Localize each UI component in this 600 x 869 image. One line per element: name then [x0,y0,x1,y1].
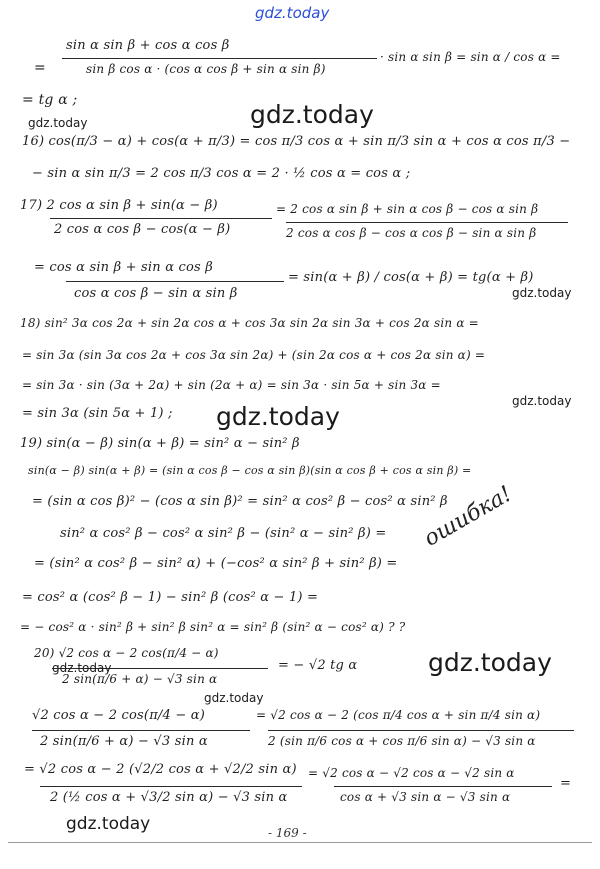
equals-sign: = [34,60,46,76]
result-line: = tg α ; [22,92,78,108]
task-17-rhs-numerator: = 2 cos α sin β + sin α cos β − cos α sin β [276,202,539,216]
task-20-target: = − √2 tg α [278,658,358,673]
equation-tail: · sin α sin β = sin α / cos α = [380,50,561,64]
watermark: gdz.today [250,100,374,129]
task-20-step3-denominator: cos α + √3 sin α − √3 sin α [340,790,511,804]
task-17-rhs-denominator: 2 cos α cos β − cos α cos β − sin α sin β [286,226,537,240]
margin-note: ошибка! [420,481,517,552]
task-20-step1-rhs-numerator: = √2 cos α − 2 (cos π/4 cos α + sin π/4 sin α) [256,708,541,722]
task-18-line-4: = sin 3α (sin 5α + 1) ; [22,406,173,421]
task-19-line-6: = − cos² α · sin² β + sin² β sin² α = sin² β (sin² α − cos² α) ? ? [20,620,406,634]
task-19-line-2: = (sin α cos β)² − (cos α sin β)² = sin² α cos² β − cos² α sin² β [32,494,448,509]
task-19-line-1: sin(α − β) sin(α + β) = (sin α cos β − cos α sin β)(sin α cos β + cos α sin β) = [28,464,472,477]
task-16-line-2: − sin α sin π/3 = 2 cos π/3 cos α = 2 · ½ cos α = cos α ; [32,166,411,181]
watermark: gdz.today [52,661,112,675]
task-20-denominator: 2 sin(π/6 + α) − √3 sin α [62,672,218,686]
task-17-denominator: 2 cos α cos β − cos(α − β) [54,222,231,237]
page-number: - 169 - [268,826,307,840]
fraction-bar [334,786,552,787]
fraction-bar [66,281,284,282]
equals-sign: = [560,776,572,791]
task-17-step-denominator: cos α cos β − sin α sin β [74,286,238,301]
site-title: gdz.today [255,4,330,22]
task-16-line-1: 16) cos(π/3 − α) + cos(α + π/3) = cos π/3 cos α + sin π/3 sin α + cos α cos π/3 − [22,134,571,149]
task-19-line-3: sin² α cos² β − cos² α sin² β − (sin² α − sin² β) = [60,526,387,541]
task-20-step2-numerator: = √2 cos α − 2 (√2/2 cos α + √2/2 sin α) [24,762,297,777]
task-17-numerator: 17) 2 cos α sin β + sin(α − β) [20,198,218,213]
fraction-bar [40,786,302,787]
task-19-line-4: = (sin² α cos² β − sin² α) + (−cos² α sin² β + sin² β) = [34,556,398,571]
task-18-line-1: 18) sin² 3α cos 2α + sin 2α cos α + cos 3α sin 2α sin 3α + cos 2α sin α = [20,316,479,330]
fraction-bar [286,222,568,223]
watermark: gdz.today [66,814,151,834]
task-20-step3-numerator: = √2 cos α − √2 cos α − √2 sin α [308,766,515,780]
task-20-step1-rhs-denominator: 2 (sin π/6 cos α + cos π/6 sin α) − √3 sin α [268,734,536,748]
fraction-bar [62,58,377,59]
task-20-numerator: 20) √2 cos α − 2 cos(π/4 − α) [34,646,219,660]
watermark: gdz.today [204,691,264,705]
fraction-bar [268,730,574,731]
task-20-step1-numerator: √2 cos α − 2 cos(π/4 − α) [32,708,205,723]
task-19-line-5: = cos² α (cos² β − 1) − sin² β (cos² α − 1) = [22,590,319,605]
fraction-numerator: sin α sin β + cos α cos β [66,38,230,53]
task-18-line-2: = sin 3α (sin 3α cos 2α + cos 3α sin 2α) + (sin 2α cos α + cos 2α sin α) = [22,348,486,362]
fraction-denominator: sin β cos α · (cos α cos β + sin α sin β) [86,62,326,76]
watermark: gdz.today [28,116,88,130]
task-17-result: = sin(α + β) / cos(α + β) = tg(α + β) [288,270,534,285]
watermark: gdz.today [216,402,340,431]
task-20-step1-denominator: 2 sin(π/6 + α) − √3 sin α [40,734,208,749]
watermark: gdz.today [428,648,552,677]
fraction-bar [50,218,272,219]
task-19-statement: 19) sin(α − β) sin(α + β) = sin² α − sin² β [20,436,300,451]
task-18-line-3: = sin 3α · sin (3α + 2α) + sin (2α + α) = sin 3α · sin 5α + sin 3α = [22,378,441,392]
page-edge-line [8,842,592,843]
fraction-bar [32,730,250,731]
watermark: gdz.today [512,394,572,408]
task-17-step-numerator: = cos α sin β + sin α cos β [34,260,213,275]
watermark: gdz.today [512,286,572,300]
task-20-step2-denominator: 2 (½ cos α + √3/2 sin α) − √3 sin α [50,790,288,805]
